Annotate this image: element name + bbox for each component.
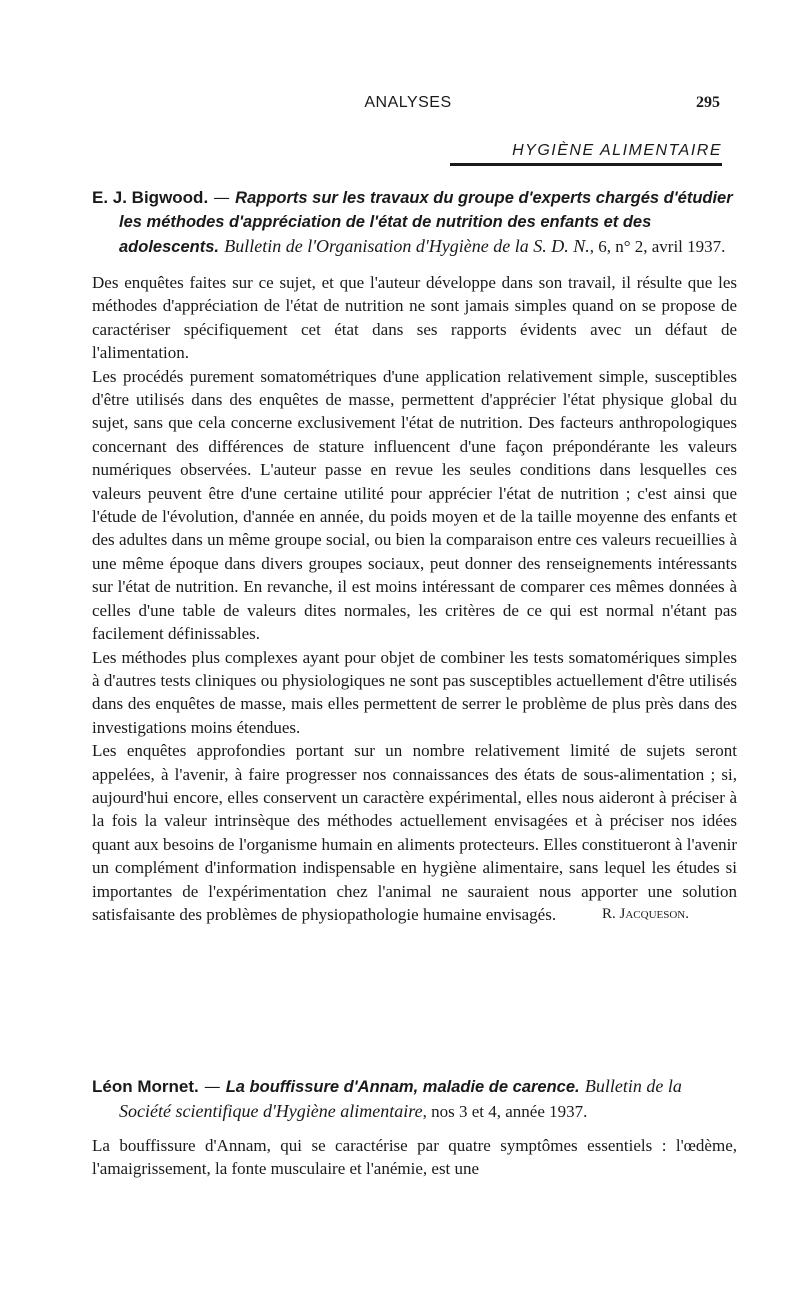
- article-title: Rapports sur les travaux du groupe d'experts chargés d'étudier les méthodes d'appréciation de l'état de nutrition des enfants et des adolescents.: [119, 189, 733, 256]
- journal-volume: , nos 3 et 4, année 1937.: [422, 1102, 588, 1121]
- running-title: ANALYSES: [364, 94, 452, 111]
- page-number: 295: [696, 94, 720, 111]
- paragraph: La bouffissure d'Annam, qui se caractérise par quatre symptômes essentiels : l'œdème, l'amaigrissement, la fonte musculaire et l'anémie, est une: [92, 1136, 737, 1179]
- spacer: [92, 1124, 737, 1134]
- article-1: [92, 186, 737, 941]
- article-body: [92, 271, 737, 926]
- article-citation: [92, 186, 737, 259]
- paragraph: Des enquêtes faites sur ce sujet, et que l'auteur développe dans son travail, il résulte que les méthodes d'appréciation de l'état de nutrition ne sont jamais simples quand on se propose de caractériser spécifiquement cet état dans ses rapports évidents avec un défaut de l'alimentation.: [92, 273, 737, 363]
- running-head: [88, 94, 728, 118]
- section-title: HYGIÈNE ALIMENTAIRE: [512, 142, 722, 159]
- journal-name: Bulletin de la Société scientifique d'Hygiène alimentaire: [119, 1076, 682, 1121]
- journal-volume: , 6, n° 2, avril 1937.: [589, 237, 726, 256]
- citation-dash: —: [198, 1077, 226, 1096]
- section-heading: [450, 142, 722, 166]
- paragraph: Les méthodes plus complexes ayant pour objet de combiner les tests somatomériques simples à d'autres tests cliniques ou physiologiques ne sont pas susceptibles actuellement d'être utilisés dans des enquêtes de masse, mais elles permettent de serrer le problème de plus près dans des investigations moins étendues.: [92, 647, 737, 737]
- section-rule: [450, 163, 722, 166]
- article-citation: [92, 1074, 737, 1124]
- spacer: [92, 259, 737, 271]
- paragraph: Les enquêtes approfondies portant sur un nombre relativement limité de sujets seront appelées, à l'avenir, à faire progresser nos connaissances des états de sous-alimentation ; si, aujourd'hui encore, elles conservent un caractère expérimental, elles nous aideront à préciser à la fois la valeur intrinsèque des méthodes actuellement envisagées et à préciser nos idées quant aux besoins de l'organisme humain en aliments protecteurs. Elles constitueront à l'avenir un complément d'information indispensable en hygiène alimentaire, sans lequel les études si importantes de l'expérimentation chez l'animal ne sauraient nous apporter une solution satisfaisante des problèmes de physiopathologie humaine envisagés.: [92, 741, 737, 924]
- article-author: Léon Mornet.: [92, 1077, 199, 1096]
- journal-name: Bulletin de l'Organisation d'Hygiène de la S. D. N.: [224, 236, 590, 256]
- article-2: [92, 1074, 737, 1181]
- article-author: E. J. Bigwood.: [92, 188, 209, 207]
- article-title: La bouffissure d'Annam, maladie de carence.: [225, 1078, 580, 1096]
- signature: R. Jacqueson.: [602, 905, 689, 922]
- paragraph: Les procédés purement somatométriques d'une application relativement simple, susceptibles d'être utilisés dans des enquêtes de masse, permettent d'apprécier l'état physique global du sujet, sans que cela concerne exclusivement l'état de nutrition. Des facteurs anthropologiques concernant des différences de stature influencent d'une façon prépondérante les valeurs numériques observées. L'auteur passe en revue les seules conditions dans lesquelles ces valeurs peuvent être d'une certaine utilité pour apprécier l'état de nutrition ; c'est ainsi que l'étude de l'évolution, d'année en année, du poids moyen et de la taille moyenne des enfants et des adultes dans un même groupe social, ou bien la comparaison entre ces valeurs recueillies à une même époque dans divers groupes sociaux, peut donner des renseignements intéressants sur l'état de nutrition. En revanche, il est moins intéressant de comparer ces mêmes données à celles d'une table de valeurs dites normales, les critères de ce qui est normal n'étant pas facilement définissables.: [92, 366, 737, 644]
- article-body: [92, 1134, 737, 1181]
- citation-dash: —: [208, 188, 236, 207]
